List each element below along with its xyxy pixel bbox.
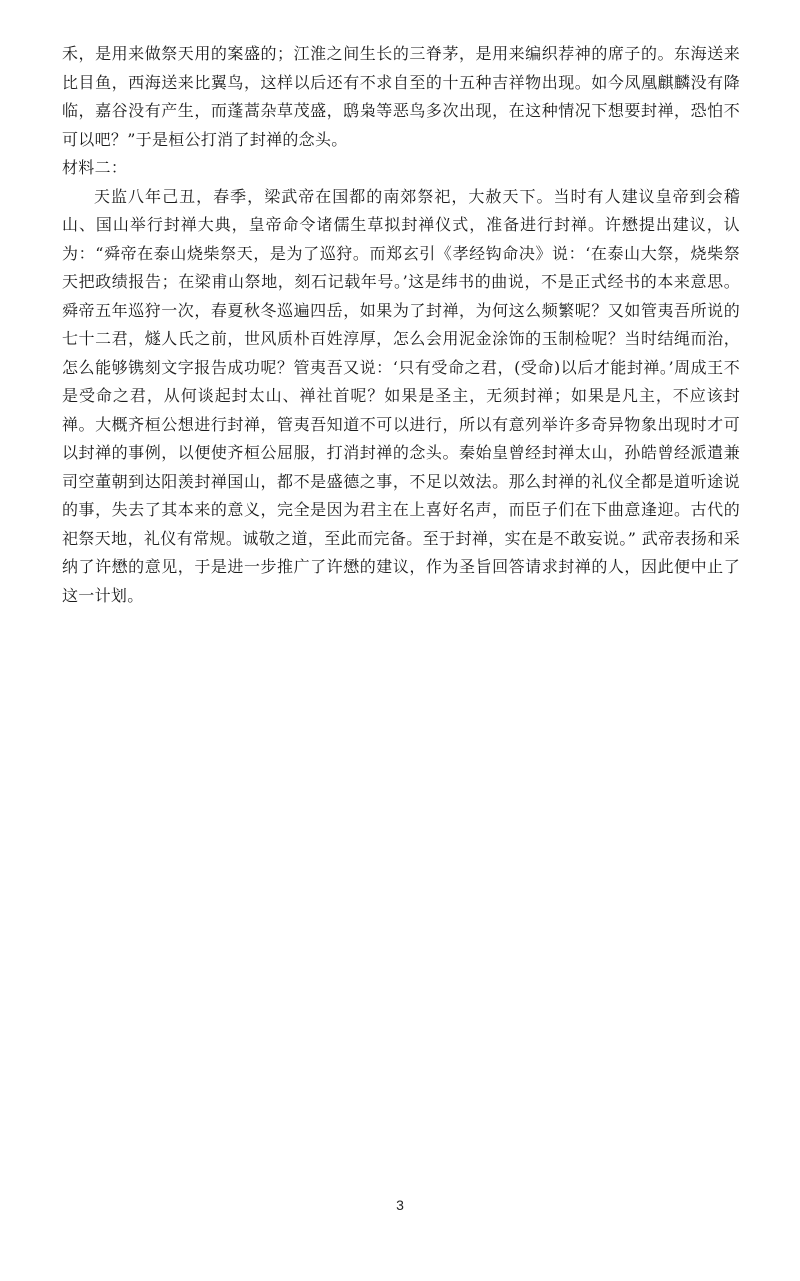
paragraph-material-two: 天监八年己丑，春季，梁武帝在国都的南郊祭祀，大赦天下。当时有人建议皇帝到会稽山、国山举行封禅大典，皇帝命令诸儒生草拟封禅仪式，准备进行封禅。许懋提出建议，认为：“舜帝在泰山烧柴祭天，是为了巡狩。而郑玄引《孝经钩命决》说：‘在泰山大祭，烧柴祭天把政绩报告；在梁甫山祭地，刻石记载年号。’这是纬书的曲说，不是正式经书的本来意思。舜帝五年巡狩一次，春夏秋冬巡遍四岳，如果为了封禅，为何这么频繁呢？又如管夷吾所说的七十二君，燧人氏之前，世风质朴百姓淳厚，怎么会用泥金涂饰的玉制检呢？当时结绳而治，怎么能够镌刻文字报告成功呢？管夷吾又说：‘只有受命之君，(受命)以后才能封禅。’周成王不是受命之君，从何谈起封太山、禅社首呢？如果是圣主，无须封禅；如果是凡主，不应该封禅。大概齐桓公想进行封禅，管夷吾知道不可以进行，所以有意列举许多奇异物象出现时才可以封禅的事例，以便使齐桓公屈服，打消封禅的念头。秦始皇曾经封禅太山，孙皓曾经派遣兼司空董朝到达阳羡封禅国山，都不是盛德之事，不足以效法。那么封禅的礼仪全都是道听途说的事，失去了其本来的意义，完全是因为君主在上喜好名声，而臣子们在下曲意逢迎。古代的祀祭天地，礼仪有常规。诚敬之道，至此而完备。至于封禅，实在是不敢妄说。” 武帝表扬和采纳了许懋的意见，于是进一步推广了许懋的建议，作为圣旨回答请求封禅的人，因此便中止了这一计划。 [62,186,740,605]
paragraph-continuation: 禾，是用来做祭天用的案盛的；江淮之间生长的三脊茅，是用来编织荐神的席子的。东海送来比目鱼，西海送来比翼鸟，这样以后还有不求自至的十五种吉祥物出现。如今凤凰麒麟没有降临，嘉谷没有产生，而蓬蒿杂草茂盛，鸱枭等恶鸟多次出现，在这种情况下想要封禅，恐怕不可以吧？”于是桓公打消了封禅的念头。 [62,44,740,149]
section-heading-material-two: 材料二： [62,158,128,177]
document-body [62,40,740,610]
page-number: 3 [396,1197,404,1213]
